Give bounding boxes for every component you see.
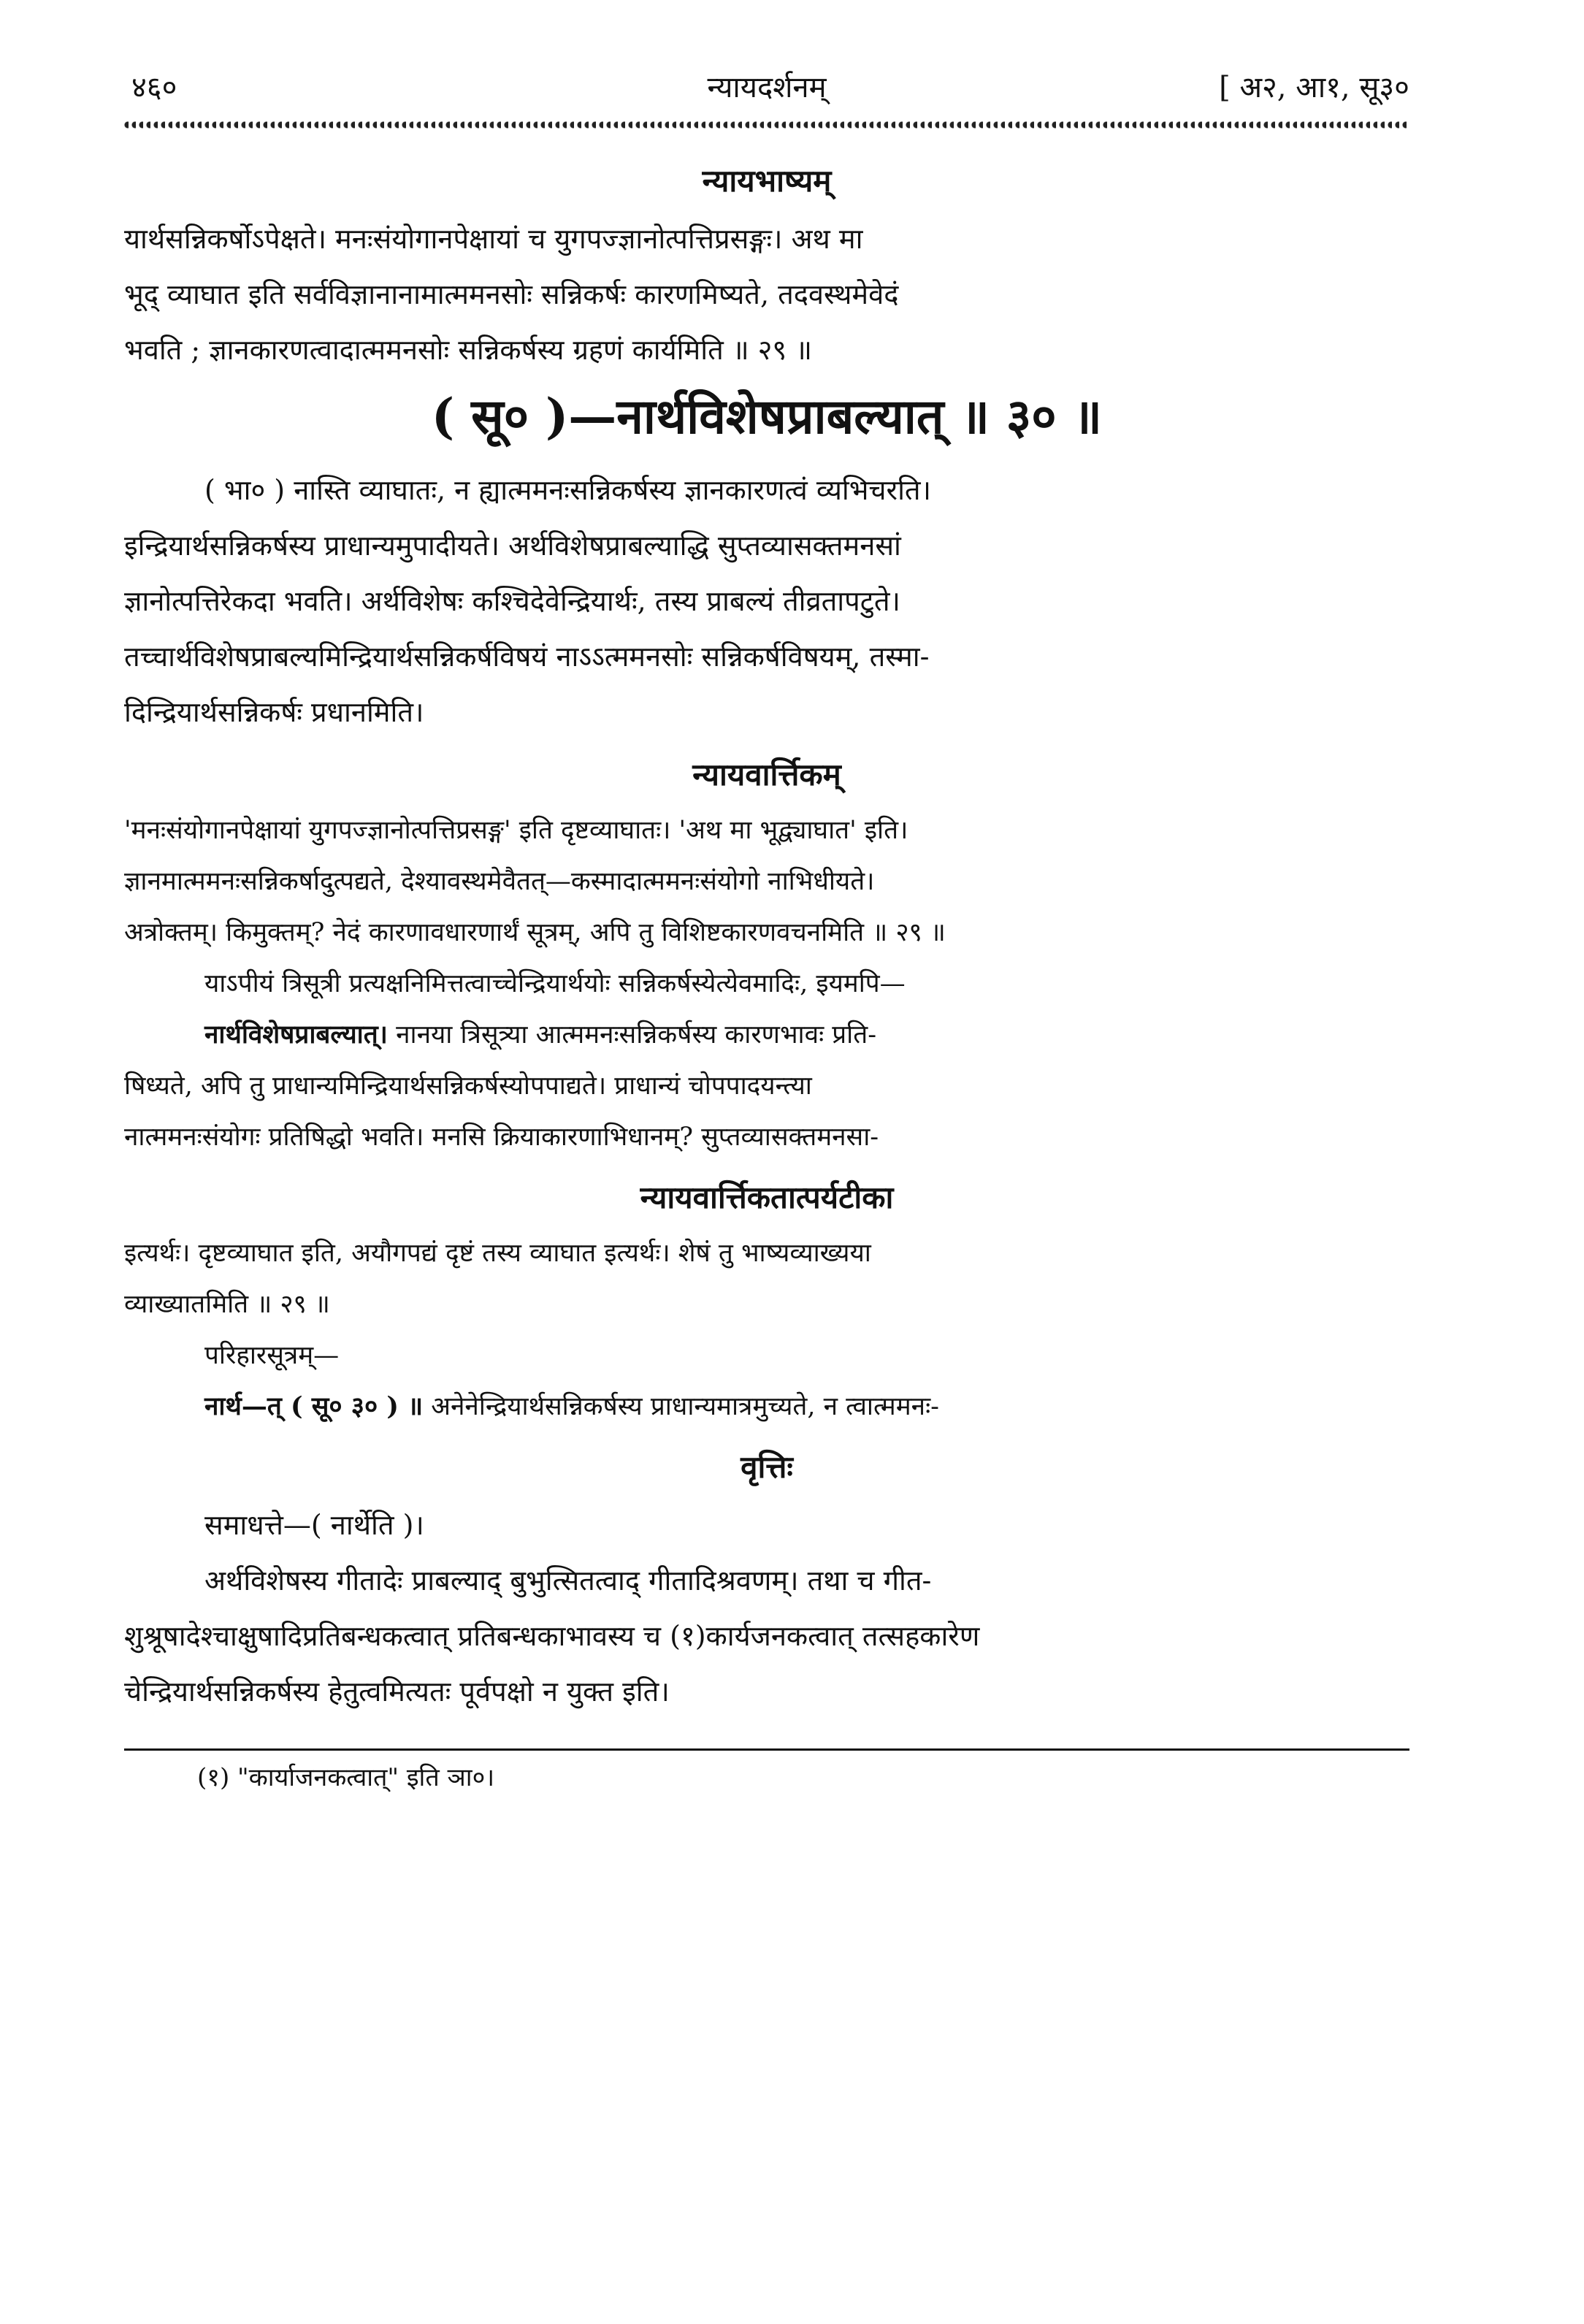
tika-line: व्याख्यातमिति ॥ २९ ॥ [124, 1290, 330, 1319]
sutra-heading: ( सू० )—नार्थविशेषप्राबल्यात् ॥ ३० ॥ [431, 388, 1103, 445]
vartika-line: ज्ञानमात्ममनःसन्निकर्षादुत्पद्यते, देश्यावस्थमेवैतत्—कस्मादात्ममनःसंयोगो नाभिधीयते। [124, 867, 875, 896]
page-header [124, 66, 1409, 117]
vartika-heading: न्यायवार्त्तिकम् [692, 757, 841, 792]
vartika-line: अत्रोक्तम्। किमुक्तम्? नेदं कारणावधारणार्थं सूत्रम्, अपि तु विशिष्टकारणवचनमिति ॥ २९ ॥ [124, 918, 946, 947]
footnote-rule [124, 1748, 1409, 1751]
bhashya-line: यार्थसन्निकर्षोऽपेक्षते। मनःसंयोगानपेक्षायां च युगपज्ज्ञानोत्पत्तिप्रसङ्गः। अथ मा [124, 223, 863, 255]
book-page [124, 66, 1409, 1793]
tika-line: परिहारसूत्रम्— [204, 1341, 340, 1370]
sutra-quote: नार्थविशेषप्राबल्यात्। [204, 1020, 388, 1050]
vartika-text: नानया त्रिसूत्र्या आत्ममनःसन्निकर्षस्य कारणभावः प्रति- [387, 1020, 877, 1050]
vritti-line: अर्थविशेषस्य गीतादेः प्राबल्याद् बुभुत्सितत्वाद् गीतादिश्रवणम्। तथा च गीत- [204, 1564, 932, 1597]
chapter-reference: [ अ२, आ१, सू३० [1219, 71, 1409, 104]
bhashya-line: तच्चार्थविशेषप्राबल्यमिन्द्रियार्थसन्निकर्षविषयं नाऽऽत्ममनसोः सन्निकर्षविषयम्, तस्मा- [124, 641, 930, 673]
vartika-line: 'मनःसंयोगानपेक्षायां युगपज्ज्ञानोत्पत्तिप्रसङ्ग' इति दृष्टव्याघातः। 'अथ मा भूद्व्याघात' इति। [124, 816, 908, 845]
vartika-line [124, 1009, 1409, 1060]
vartika-line: याऽपीयं त्रिसूत्री प्रत्यक्षनिमित्तत्वाच्चेन्द्रियार्थयोः सन्निकर्षस्येत्येवमादिः, इयमपि— [204, 969, 906, 998]
bhashya-line: भूद् व्याघात इति सर्वविज्ञानानामात्ममनसोः सन्निकर्षः कारणमिष्यते, तदवस्थमेवेदं [124, 278, 899, 310]
bhashya-line: ज्ञानोत्पत्तिरेकदा भवति। अर्थविशेषः कश्चिदेवेन्द्रियार्थः, तस्य प्राबल्यं तीव्रतापटुते। [124, 585, 900, 617]
vartika-line: नात्ममनःसंयोगः प्रतिषिद्धो भवति। मनसि क्रियाकारणाभिधानम्? सुप्तव्यासक्तमनसा- [124, 1123, 879, 1152]
tika-line: इत्यर्थः। दृष्टव्याघात इति, अयौगपद्यं दृष्टं तस्य व्याघात इत्यर्थः। शेषं तु भाष्यव्याख्यया [124, 1239, 871, 1268]
tika-text: अनेनेन्द्रियार्थसन्निकर्षस्य प्राधान्यमात्रमुच्यते, न त्वात्ममनः- [423, 1392, 939, 1421]
tika-line [124, 1381, 1409, 1432]
footnote: (१) "कार्याजनकत्वात्" इति ञा०। [197, 1763, 495, 1792]
bhashya-line: ( भा० ) नास्ति व्याघातः, न ह्यात्ममनःसन्निकर्षस्य ज्ञानकारणत्वं व्यभिचरति। [204, 474, 931, 506]
vritti-heading: वृत्तिः [741, 1449, 793, 1485]
tika-heading: न्यायवार्त्तिकतात्पर्यटीका [640, 1180, 894, 1215]
sutra-quote: नार्थ—त् ( सू० ३० ) ॥ [204, 1391, 424, 1421]
header-wavy-rule [124, 120, 1409, 130]
vartika-line: षिध्यते, अपि तु प्राधान्यमिन्द्रियार्थसन्निकर्षस्योपपाद्यते। प्राधान्यं चोपपादयन्त्या [124, 1071, 812, 1101]
vritti-line: चेन्द्रियार्थसन्निकर्षस्य हेतुत्वमित्यतः पूर्वपक्षो न युक्त इति। [124, 1675, 670, 1708]
bhashya-line: इन्द्रियार्थसन्निकर्षस्य प्राधान्यमुपादीयते। अर्थविशेषप्राबल्याद्धि सुप्तव्यासक्तमनसां [124, 530, 901, 562]
vritti-line: समाधत्ते—( नार्थेति )। [204, 1509, 424, 1541]
bhashya-line: भवति ; ज्ञानकारणत्वादात्ममनसोः सन्निकर्षस्य ग्रहणं कार्यमिति ॥ २९ ॥ [124, 334, 813, 366]
bhashya-heading: न्यायभाष्यम् [702, 163, 832, 199]
running-title: न्यायदर्शनम् [707, 71, 827, 104]
bhashya-line: दिन्द्रियार्थसन्निकर्षः प्रधानमिति। [124, 696, 424, 728]
page-number: ४६० [131, 71, 177, 104]
vritti-line: शुश्रूषादेश्चाक्षुषादिप्रतिबन्धकत्वात् प्रतिबन्धकाभावस्य च (१)कार्यजनकत्वात् तत्सहकारेण [124, 1620, 980, 1652]
